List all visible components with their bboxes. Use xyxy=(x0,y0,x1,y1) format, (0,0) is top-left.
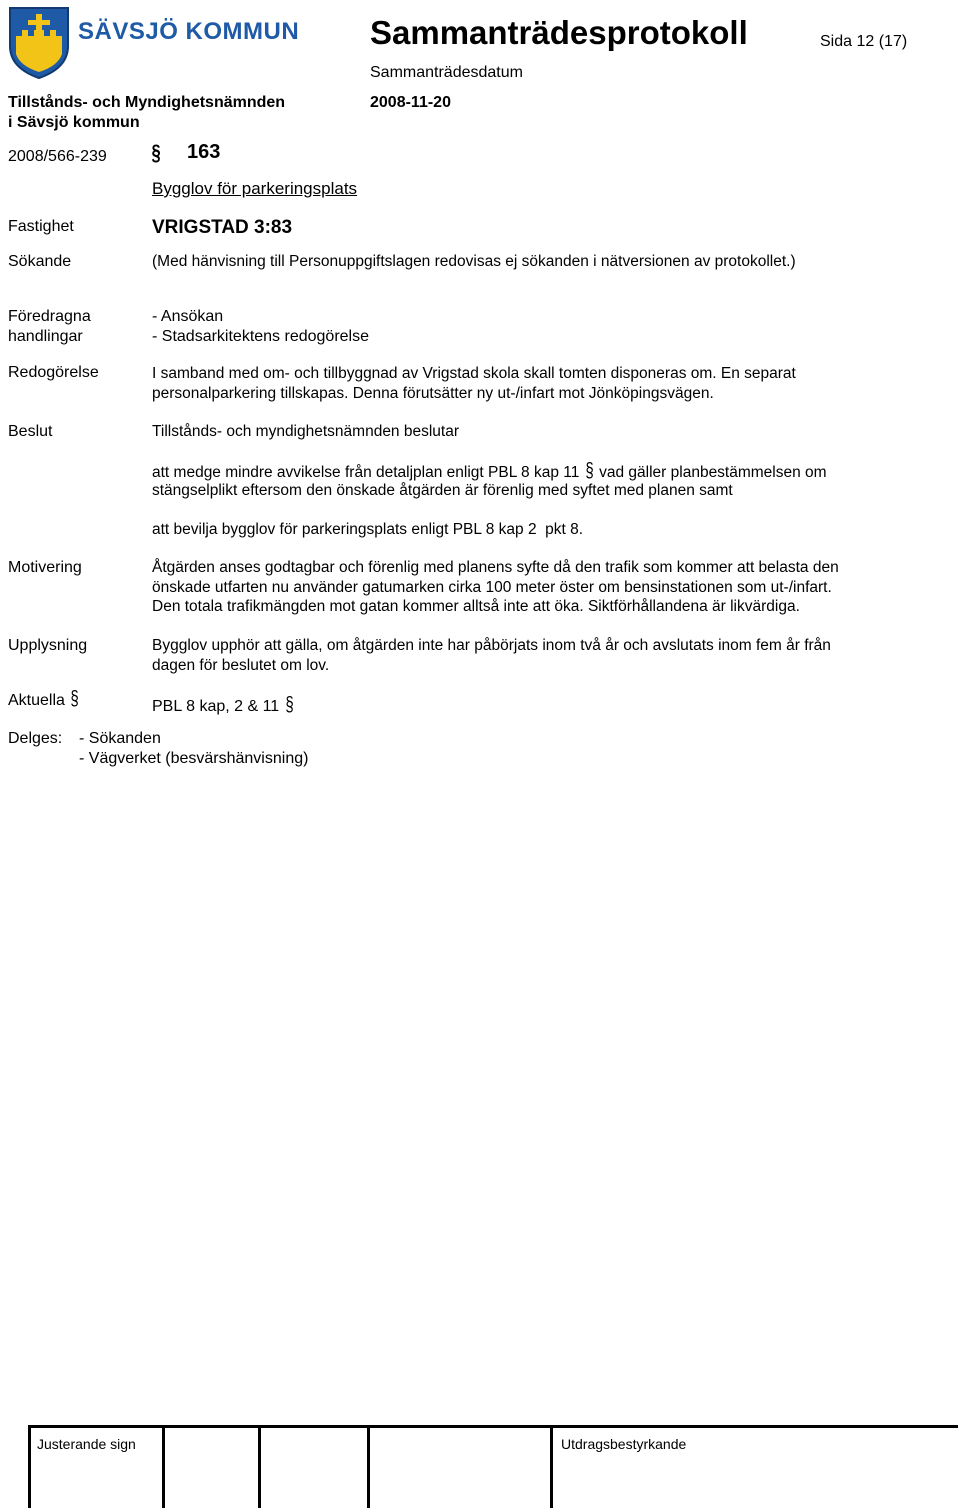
meeting-date-label: Sammanträdesdatum xyxy=(370,64,523,81)
foredragna-item: - Stadsarkitektens redogörelse xyxy=(152,328,369,345)
committee-municipality: i Sävsjö kommun xyxy=(8,114,140,131)
sokande-value: (Med hänvisning till Personuppgiftslagen redovisas ej sökanden i nätversionen av protokollet.) xyxy=(152,253,796,270)
beslut-label: Beslut xyxy=(8,423,53,440)
redogorelse-text: I samband med om- och tillbyggnad av Vrigstad skola skall tomten disponeras om. En separat xyxy=(152,365,796,382)
section-symbol: § xyxy=(151,140,161,165)
upplysning-label: Upplysning xyxy=(8,637,88,654)
footer-rule xyxy=(28,1425,958,1428)
aktuella-label: Aktuella § xyxy=(8,688,80,710)
page-number: Sida 12 (17) xyxy=(820,33,908,50)
upplysning-text: Bygglov upphör att gälla, om åtgärden inte har påbörjats inom två år och avslutats inom fem år från xyxy=(152,637,831,654)
redogorelse-text: personalparkering tillskapas. Denna förutsätter ny ut-/infart mot Jönköpingsvägen. xyxy=(152,385,714,402)
section-symbol: § xyxy=(70,688,80,710)
beslut-clause-1: att medge mindre avvikelse från detaljplan enligt PBL 8 kap 11 § vad gäller planbestämmelsen om xyxy=(152,460,827,482)
motivering-text: önskade utfarten nu använder gatumarken cirka 100 meter öster om bensinstationen som ut-/infart. xyxy=(152,579,832,596)
coat-of-arms-icon xyxy=(8,6,70,80)
motivering-label: Motivering xyxy=(8,559,82,576)
case-number: 2008/566-239 xyxy=(8,148,107,165)
delges-label: Delges: xyxy=(8,730,63,747)
fastighet-value: VRIGSTAD 3:83 xyxy=(152,217,293,238)
section-symbol: § xyxy=(585,460,594,482)
meeting-date: 2008-11-20 xyxy=(370,94,451,111)
motivering-text: Den totala trafikmängden mot gatan kommer alltså inte att öka. Siktförhållandena är likvärdiga. xyxy=(152,598,800,615)
footer-divider xyxy=(28,1428,31,1508)
motivering-text: Åtgärden anses godtagbar och förenlig med planens syfte då den trafik som kommer att belasta den xyxy=(152,559,839,576)
case-subject: Bygglov för parkeringsplats xyxy=(152,179,358,198)
justerande-sign-label: Justerande sign xyxy=(37,1436,136,1452)
paragraph-number: 163 xyxy=(187,141,221,163)
fastighet-label: Fastighet xyxy=(8,218,74,235)
beslut-clause-1-cont: stängselplikt eftersom den önskade åtgärden är förenlig med syftet med planen samt xyxy=(152,482,733,499)
foredragna-label-2: handlingar xyxy=(8,328,83,345)
committee-name: Tillstånds- och Myndighetsnämnden xyxy=(8,94,286,111)
upplysning-text: dagen för beslutet om lov. xyxy=(152,657,330,674)
foredragna-label-1: Föredragna xyxy=(8,308,91,325)
section-symbol: § xyxy=(285,694,294,716)
footer-divider xyxy=(258,1428,261,1508)
aktuella-value: PBL 8 kap, 2 & 11 § xyxy=(152,694,294,716)
beslut-intro: Tillstånds- och myndighetsnämnden beslutar xyxy=(152,423,460,440)
delges-item: - Sökanden xyxy=(79,730,161,747)
document-title: Sammanträdesprotokoll xyxy=(370,14,748,51)
beslut-clause-2: att bevilja bygglov för parkeringsplats enligt PBL 8 kap 2 pkt 8. xyxy=(152,521,584,538)
footer-divider xyxy=(367,1428,370,1508)
foredragna-item: - Ansökan xyxy=(152,308,224,325)
sokande-label: Sökande xyxy=(8,253,72,270)
footer-divider xyxy=(162,1428,165,1508)
municipality-logo xyxy=(8,6,70,80)
utdragsbestyrkande-label: Utdragsbestyrkande xyxy=(561,1436,687,1452)
redogorelse-label: Redogörelse xyxy=(8,364,99,381)
footer-divider xyxy=(550,1428,553,1508)
delges-item: - Vägverket (besvärshänvisning) xyxy=(79,750,309,767)
logo-text: SÄVSJÖ KOMMUN xyxy=(78,18,300,45)
